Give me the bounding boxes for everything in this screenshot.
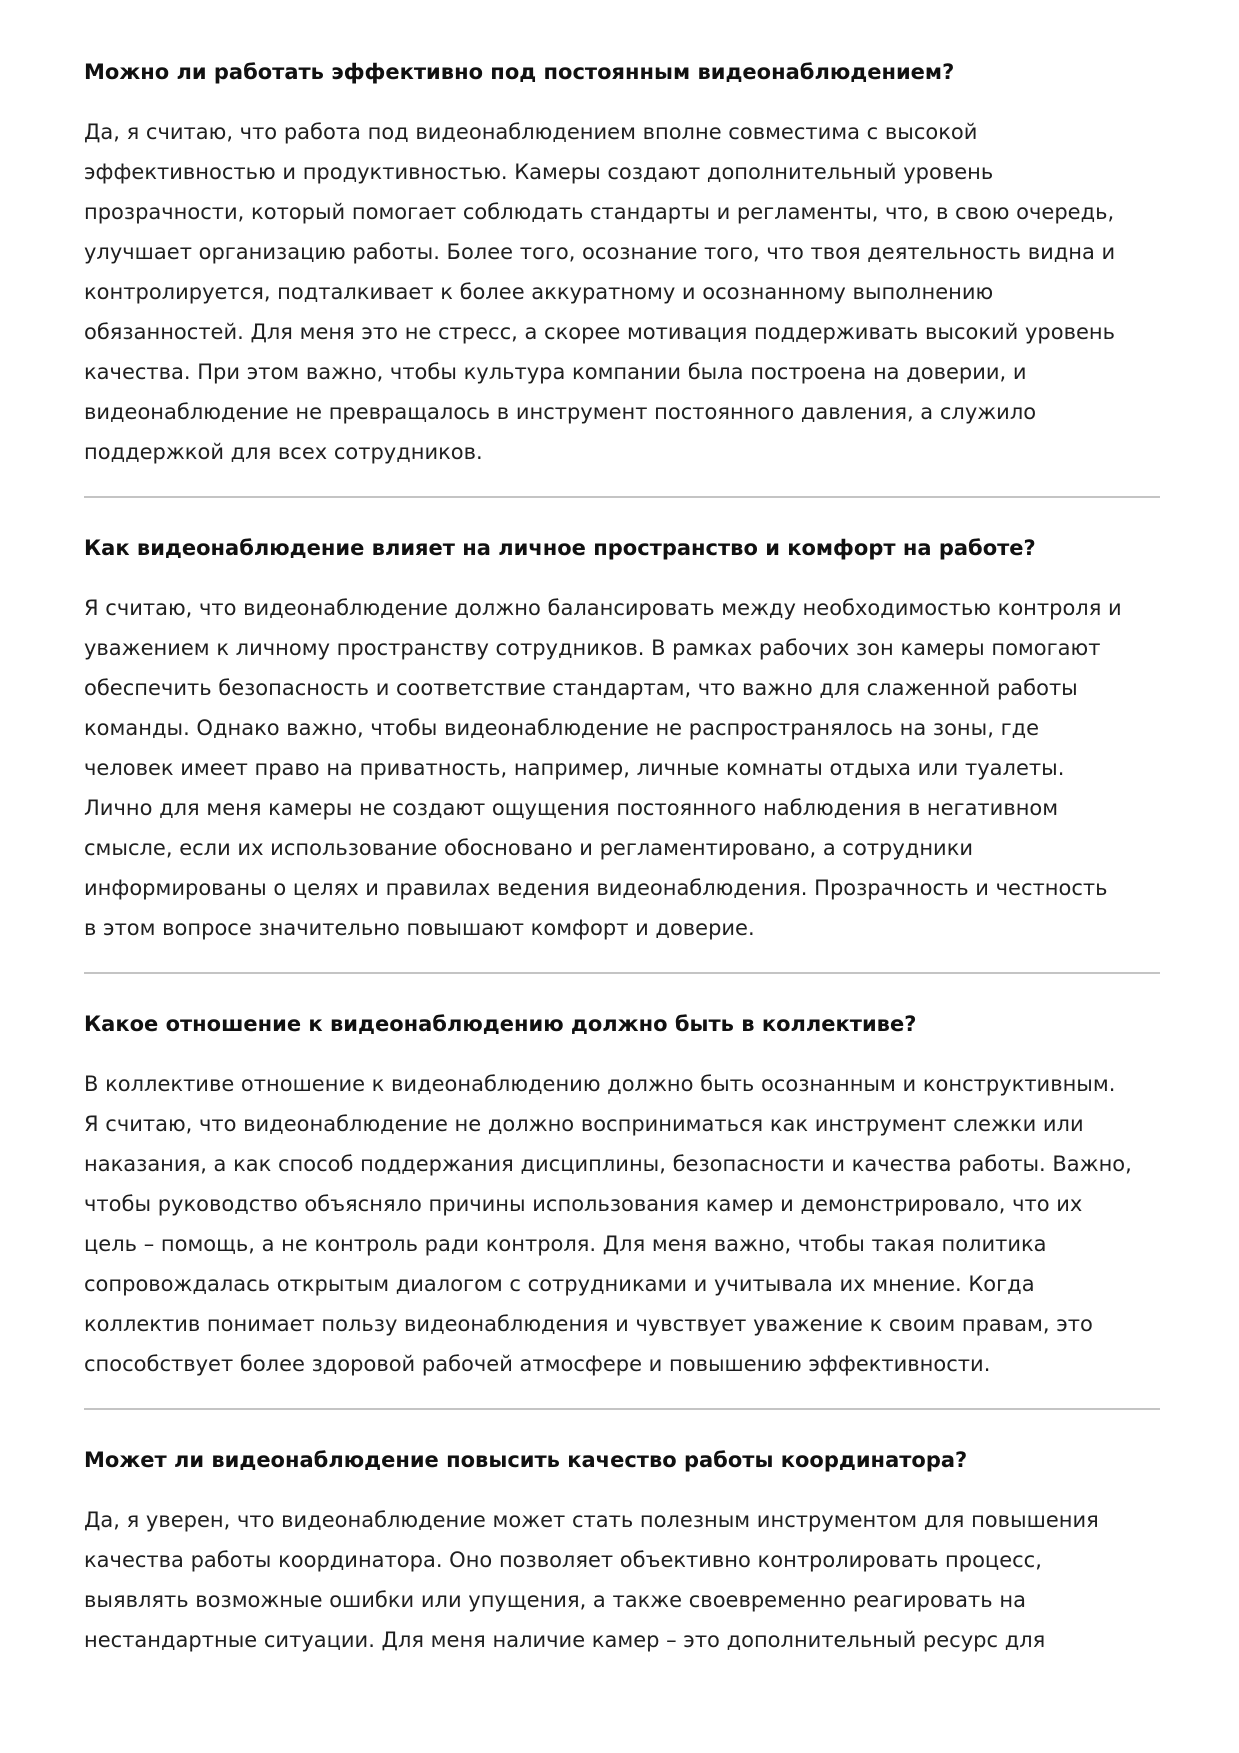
paragraph-line: обязанностей. Для меня это не стресс, а скорее мотивация поддерживать высокий уровень xyxy=(84,320,1115,344)
paragraph-line: Я считаю, что видеонаблюдение должно балансировать между необходимостью контроля и xyxy=(84,596,1122,620)
paragraph-line: смысле, если их использование обосновано и регламентировано, а сотрудники xyxy=(84,836,974,860)
paragraph-line: выявлять возможные ошибки или упущения, а также своевременно реагировать на xyxy=(84,1588,1026,1612)
paragraph-line: наказания, а как способ поддержания дисциплины, безопасности и качества работы. Важно, xyxy=(84,1152,1132,1176)
qa-section-3 xyxy=(84,1010,1160,1384)
section-heading: Какое отношение к видеонаблюдению должно быть в коллективе? xyxy=(84,1012,917,1036)
paragraph-line: Я считаю, что видеонаблюдение не должно восприниматься как инструмент слежки или xyxy=(84,1112,1084,1136)
paragraph-line: чтобы руководство объясняло причины использования камер и демонстрировало, что их xyxy=(84,1192,1083,1216)
paragraph-line: Да, я считаю, что работа под видеонаблюдением вполне совместима с высокой xyxy=(84,120,978,144)
qa-section-4 xyxy=(84,1446,1160,1660)
section-paragraph xyxy=(84,112,1160,472)
paragraph-line: В коллективе отношение к видеонаблюдению должно быть осознанным и конструктивным. xyxy=(84,1072,1116,1096)
qa-section-2 xyxy=(84,534,1160,948)
paragraph-line: способствует более здоровой рабочей атмосфере и повышению эффективности. xyxy=(84,1352,991,1376)
paragraph-line: цель – помощь, а не контроль ради контроля. Для меня важно, чтобы такая политика xyxy=(84,1232,1047,1256)
section-heading: Может ли видеонаблюдение повысить качество работы координатора? xyxy=(84,1448,968,1472)
paragraph-line: нестандартные ситуации. Для меня наличие камер – это дополнительный ресурс для xyxy=(84,1628,1046,1652)
paragraph-line: сопровождалась открытым диалогом с сотрудниками и учитывала их мнение. Когда xyxy=(84,1272,1035,1296)
paragraph-line: поддержкой для всех сотрудников. xyxy=(84,440,483,464)
paragraph-line: улучшает организацию работы. Более того, осознание того, что твоя деятельность видна и xyxy=(84,240,1116,264)
paragraph-line: Лично для меня камеры не создают ощущения постоянного наблюдения в негативном xyxy=(84,796,1059,820)
section-divider xyxy=(84,972,1160,974)
paragraph-line: человек имеет право на приватность, например, личные комнаты отдыха или туалеты. xyxy=(84,756,1065,780)
paragraph-line: прозрачности, который помогает соблюдать стандарты и регламенты, что, в свою очередь, xyxy=(84,200,1115,224)
section-paragraph xyxy=(84,588,1160,948)
paragraph-line: контролируется, подталкивает к более аккуратному и осознанному выполнению xyxy=(84,280,994,304)
document-page xyxy=(84,58,1160,1660)
section-paragraph xyxy=(84,1500,1160,1660)
paragraph-line: эффективностью и продуктивностью. Камеры создают дополнительный уровень xyxy=(84,160,994,184)
paragraph-line: коллектив понимает пользу видеонаблюдения и чувствует уважение к своим правам, это xyxy=(84,1312,1093,1336)
paragraph-line: обеспечить безопасность и соответствие стандартам, что важно для слаженной работы xyxy=(84,676,1078,700)
paragraph-line: Да, я уверен, что видеонаблюдение может стать полезным инструментом для повышения xyxy=(84,1508,1099,1532)
paragraph-line: команды. Однако важно, чтобы видеонаблюдение не распространялось на зоны, где xyxy=(84,716,1040,740)
section-divider xyxy=(84,1408,1160,1410)
section-divider xyxy=(84,496,1160,498)
paragraph-line: видеонаблюдение не превращалось в инструмент постоянного давления, а служило xyxy=(84,400,1037,424)
paragraph-line: качества работы координатора. Оно позволяет объективно контролировать процесс, xyxy=(84,1548,1042,1572)
paragraph-line: в этом вопросе значительно повышают комфорт и доверие. xyxy=(84,916,755,940)
paragraph-line: информированы о целях и правилах ведения видеонаблюдения. Прозрачность и честность xyxy=(84,876,1108,900)
qa-section-1 xyxy=(84,58,1160,472)
section-heading: Как видеонаблюдение влияет на личное пространство и комфорт на работе? xyxy=(84,536,1036,560)
section-heading: Можно ли работать эффективно под постоянным видеонаблюдением? xyxy=(84,60,955,84)
paragraph-line: качества. При этом важно, чтобы культура компании была построена на доверии, и xyxy=(84,360,1027,384)
section-paragraph xyxy=(84,1064,1160,1384)
paragraph-line: уважением к личному пространству сотрудников. В рамках рабочих зон камеры помогают xyxy=(84,636,1101,660)
